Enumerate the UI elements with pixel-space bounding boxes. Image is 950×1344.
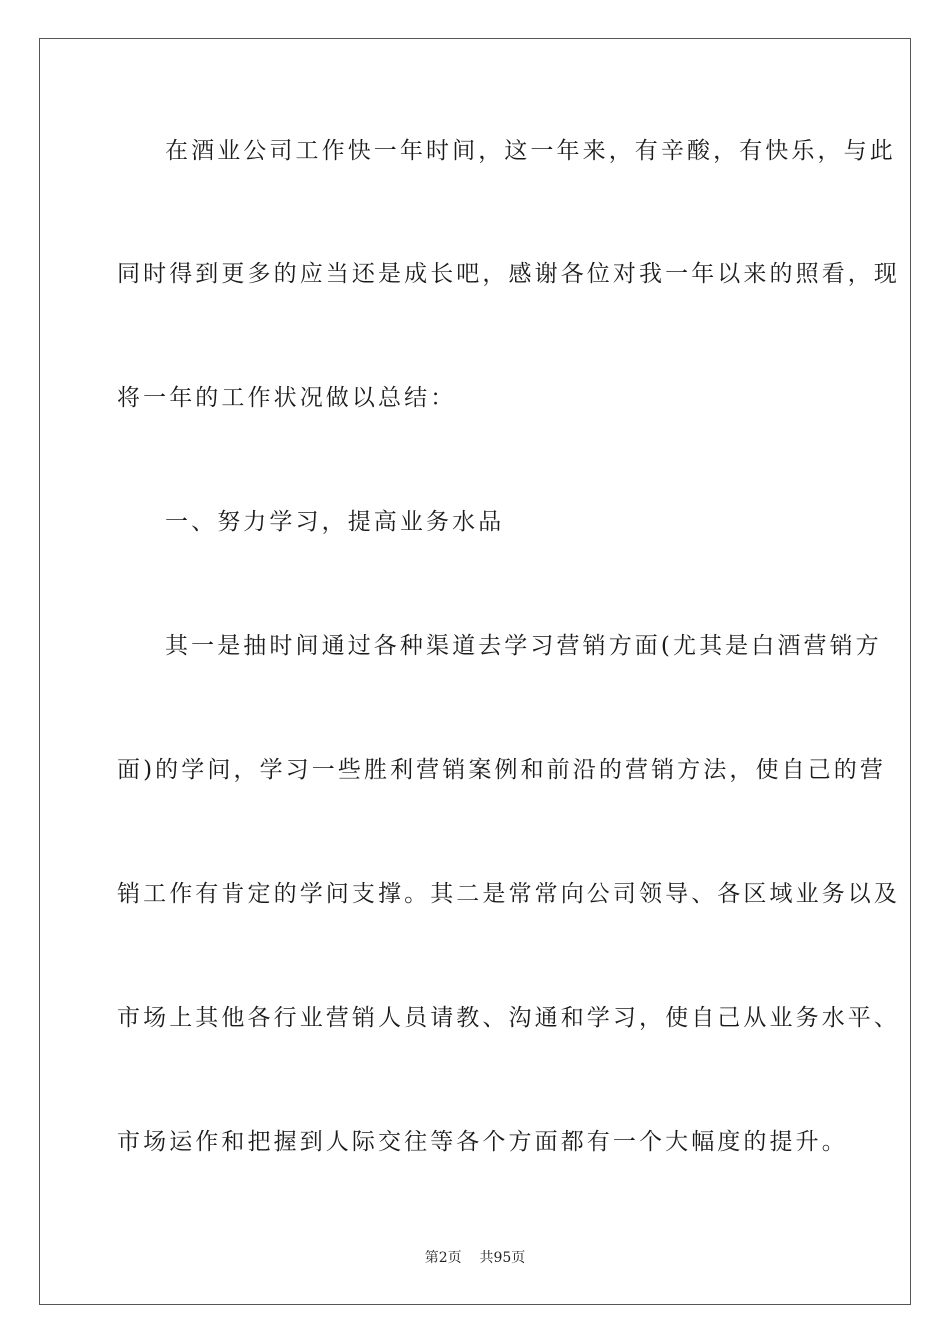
paragraph-2-line-4: 市场上其他各行业营销人员请教、沟通和学习，使自己从业务水平、 [117,1005,900,1031]
paragraph-2-line-2: 面)的学问，学习一些胜利营销案例和前沿的营销方法，使自己的营 [117,757,886,783]
page-frame [39,38,911,1305]
paragraph-2-line-3: 销工作有肯定的学问支撑。其二是常常向公司领导、各区域业务以及 [117,881,900,907]
page-number: 第2页 [424,1250,462,1266]
paragraph-1-line-3: 将一年的工作状况做以总结： [117,385,457,411]
page-footer [0,1248,950,1268]
paragraph-2-line-5: 市场运作和把握到人际交往等各个方面都有一个大幅度的提升。 [117,1129,848,1155]
page-total: 共95页 [479,1250,526,1266]
section-heading: 一、努力学习，提高业务水品 [165,509,505,535]
paragraph-1-line-2: 同时得到更多的应当还是成长吧，感谢各位对我一年以来的照看，现 [117,261,900,287]
paragraph-1-line-1: 在酒业公司工作快一年时间，这一年来，有辛酸，有快乐，与此 [165,138,896,164]
paragraph-2-line-1: 其一是抽时间通过各种渠道去学习营销方面(尤其是白酒营销方 [165,633,882,659]
